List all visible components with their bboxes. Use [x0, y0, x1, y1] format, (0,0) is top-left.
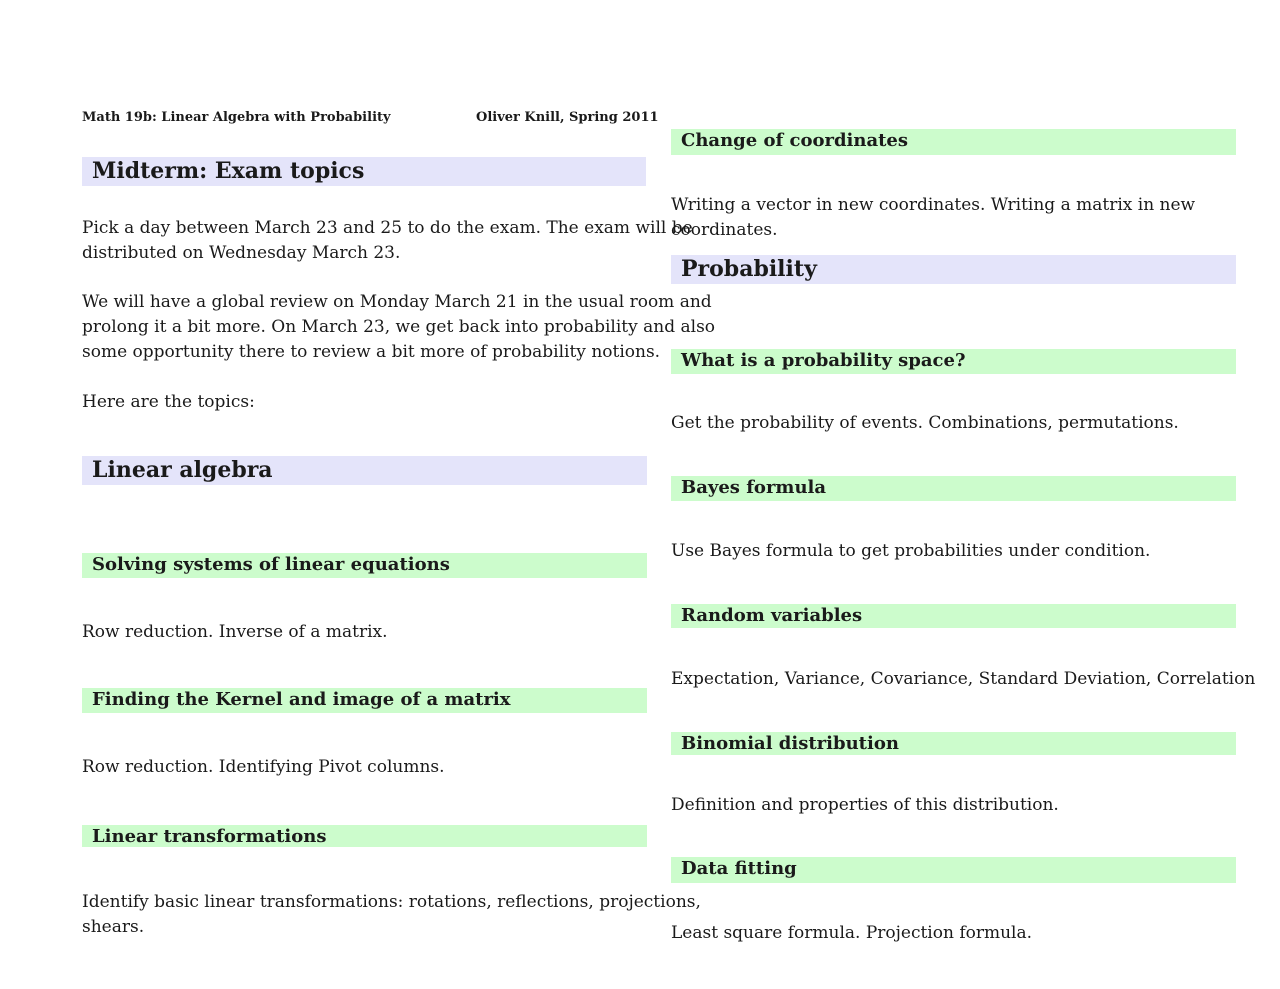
intro-p2-line2: prolong it a bit more. On March 23, we get back into probability and also [82, 317, 716, 337]
topic-text-linear-systems: Row reduction. Inverse of a matrix. [82, 622, 388, 642]
intro-p1-line1: Pick a day between March 23 and 25 to do the exam. The exam will be [82, 218, 693, 238]
topic-title-binomial: Binomial distribution [671, 732, 1236, 755]
topic-text-data-fitting: Least square formula. Projection formula. [671, 923, 1033, 943]
section-probability: Probability [671, 255, 1236, 284]
intro-p2-line1: We will have a global review on Monday March 21 in the usual room and [82, 292, 712, 312]
author-header: Oliver Knill, Spring 2011 [476, 110, 659, 125]
topic-title-linear-transformations: Linear transformations [82, 825, 647, 847]
topic-title-data-fitting: Data fitting [671, 857, 1236, 883]
topic-title-linear-systems: Solving systems of linear equations [82, 553, 647, 578]
topic-text-binomial: Definition and properties of this distribution. [671, 795, 1059, 815]
topic-title-change-of-coordinates: Change of coordinates [671, 129, 1236, 155]
intro-p2-line3: some opportunity there to review a bit more of probability notions. [82, 342, 661, 362]
topic-title-bayes: Bayes formula [671, 476, 1236, 501]
intro-p3: Here are the topics: [82, 392, 255, 412]
topic-title-random-variables: Random variables [671, 604, 1236, 628]
topic-title-kernel-image: Finding the Kernel and image of a matrix [82, 688, 647, 713]
topic-text-change-of-coordinates: Writing a vector in new coordinates. Writing a matrix in new coordinates. [671, 195, 1196, 240]
page-title: Midterm: Exam topics [82, 157, 646, 186]
topic-text-probability-space: Get the probability of events. Combinations, permutations. [671, 413, 1179, 433]
topic-text-kernel-image: Row reduction. Identifying Pivot columns. [82, 757, 445, 777]
section-linear-algebra: Linear algebra [82, 456, 647, 485]
topic-text-linear-transformations-line2: shears. [82, 917, 145, 937]
topic-title-probability-space: What is a probability space? [671, 349, 1236, 374]
topic-text-random-variables: Expectation, Variance, Covariance, Standard Deviation, Correlation [671, 669, 1256, 689]
course-header: Math 19b: Linear Algebra with Probability [82, 110, 391, 125]
intro-p1-line2: distributed on Wednesday March 23. [82, 243, 401, 263]
topic-text-linear-transformations-line1: Identify basic linear transformations: rotations, reflections, projections, [82, 892, 701, 912]
topic-text-bayes: Use Bayes formula to get probabilities under condition. [671, 541, 1151, 561]
